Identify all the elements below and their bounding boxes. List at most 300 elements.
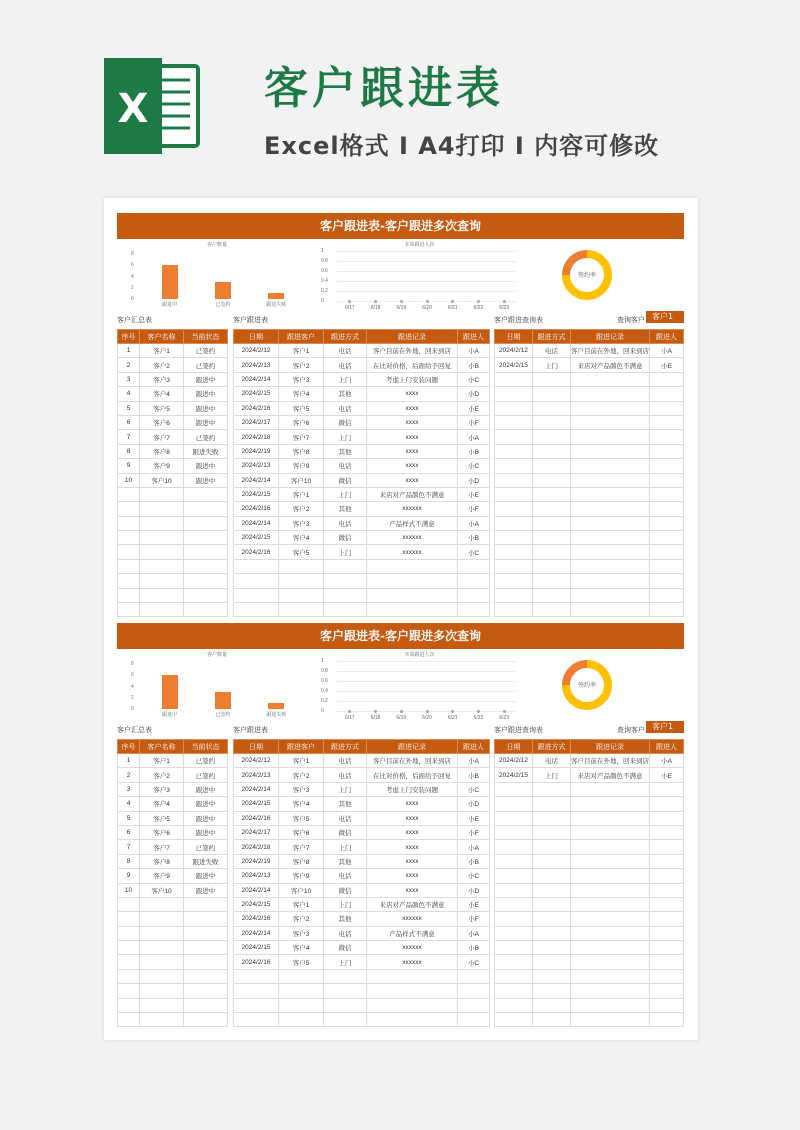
table-cell[interactable]: 小B: [458, 941, 490, 955]
table-cell[interactable]: [324, 588, 367, 602]
table-cell[interactable]: [495, 574, 533, 588]
table-cell[interactable]: 跟进失败: [184, 854, 228, 868]
table-cell[interactable]: 2024/2/16: [234, 545, 279, 559]
table-cell[interactable]: 已签约: [184, 358, 228, 372]
table-cell[interactable]: [650, 1013, 684, 1027]
table-cell[interactable]: 客户3: [279, 372, 324, 386]
table-cell[interactable]: [118, 502, 140, 516]
table-cell[interactable]: 已签约: [184, 754, 228, 768]
table-cell[interactable]: [533, 955, 571, 969]
table-cell[interactable]: 2024/2/17: [234, 415, 279, 429]
table-cell[interactable]: [533, 516, 571, 530]
table-cell[interactable]: [184, 998, 228, 1012]
table-cell[interactable]: 2024/2/15: [234, 487, 279, 501]
table-cell[interactable]: [324, 998, 367, 1012]
table-cell[interactable]: xxxx: [367, 840, 458, 854]
table-cell[interactable]: 电话: [324, 768, 367, 782]
table-cell[interactable]: 小A: [458, 344, 490, 358]
table-cell[interactable]: 4: [118, 797, 140, 811]
table-cell[interactable]: 来店对产品颜色不满意: [571, 768, 650, 782]
table-cell[interactable]: [650, 825, 684, 839]
table-cell[interactable]: 上门: [324, 840, 367, 854]
table-cell[interactable]: [495, 444, 533, 458]
table-cell[interactable]: 客户4: [140, 797, 184, 811]
table-cell[interactable]: [533, 782, 571, 796]
table-cell[interactable]: 已签约: [184, 430, 228, 444]
table-cell[interactable]: [495, 883, 533, 897]
table-cell[interactable]: [184, 955, 228, 969]
table-cell[interactable]: [118, 588, 140, 602]
table-cell[interactable]: 4: [118, 387, 140, 401]
table-cell[interactable]: 小A: [650, 754, 684, 768]
table-cell[interactable]: [495, 372, 533, 386]
table-cell[interactable]: 其他: [324, 797, 367, 811]
table-cell[interactable]: 微信: [324, 531, 367, 545]
table-cell[interactable]: 小C: [458, 955, 490, 969]
table-cell[interactable]: [184, 941, 228, 955]
table-cell[interactable]: [533, 487, 571, 501]
line-point[interactable]: [451, 300, 454, 303]
table-cell[interactable]: [650, 430, 684, 444]
table-cell[interactable]: [495, 811, 533, 825]
table-cell[interactable]: [118, 559, 140, 573]
table-cell[interactable]: 已签约: [184, 344, 228, 358]
table-cell[interactable]: 小D: [458, 473, 490, 487]
table-cell[interactable]: 客户6: [140, 415, 184, 429]
table-cell[interactable]: 小E: [650, 358, 684, 372]
table-cell[interactable]: 6: [118, 825, 140, 839]
table-cell[interactable]: [495, 998, 533, 1012]
table-cell[interactable]: [118, 574, 140, 588]
table-cell[interactable]: [650, 502, 684, 516]
table-cell[interactable]: 客户6: [279, 415, 324, 429]
table-cell[interactable]: [324, 574, 367, 588]
table-cell[interactable]: 客户2: [279, 912, 324, 926]
table-cell[interactable]: 跟进中: [184, 459, 228, 473]
table-cell[interactable]: [650, 401, 684, 415]
line-point[interactable]: [348, 300, 351, 303]
table-cell[interactable]: 电话: [324, 926, 367, 940]
table-cell[interactable]: [533, 430, 571, 444]
table-cell[interactable]: [279, 1013, 324, 1027]
table-cell[interactable]: 客户3: [279, 516, 324, 530]
table-cell[interactable]: 客户10: [140, 473, 184, 487]
table-cell[interactable]: 2024/2/19: [234, 444, 279, 458]
table-cell[interactable]: [495, 559, 533, 573]
table-cell[interactable]: [184, 545, 228, 559]
table-cell[interactable]: [234, 588, 279, 602]
table-cell[interactable]: [650, 969, 684, 983]
table-cell[interactable]: 2: [118, 358, 140, 372]
table-cell[interactable]: 跟进中: [184, 797, 228, 811]
query-customer-input[interactable]: 客户1: [646, 311, 684, 323]
table-cell[interactable]: [650, 854, 684, 868]
table-cell[interactable]: 微信: [324, 825, 367, 839]
bar[interactable]: [268, 293, 284, 299]
query-customer-input[interactable]: 客户1: [646, 721, 684, 733]
line-point[interactable]: [477, 300, 480, 303]
table-cell[interactable]: 2024/2/16: [234, 502, 279, 516]
table-cell[interactable]: 客户8: [279, 854, 324, 868]
table-cell[interactable]: [140, 897, 184, 911]
table-cell[interactable]: [533, 797, 571, 811]
table-cell[interactable]: [650, 459, 684, 473]
table-cell[interactable]: [234, 559, 279, 573]
table-cell[interactable]: [650, 811, 684, 825]
table-cell[interactable]: [571, 941, 650, 955]
table-cell[interactable]: 2024/2/14: [234, 516, 279, 530]
table-cell[interactable]: [118, 926, 140, 940]
table-cell[interactable]: 2024/2/15: [234, 797, 279, 811]
table-cell[interactable]: xxxx: [367, 854, 458, 868]
table-cell[interactable]: 1: [118, 344, 140, 358]
table-cell[interactable]: [184, 603, 228, 617]
table-cell[interactable]: [571, 603, 650, 617]
table-cell[interactable]: [118, 984, 140, 998]
table-cell[interactable]: xxxxxx: [367, 941, 458, 955]
table-cell[interactable]: 跟进中: [184, 473, 228, 487]
table-cell[interactable]: [118, 998, 140, 1012]
table-cell[interactable]: [650, 883, 684, 897]
table-cell[interactable]: 其他: [324, 444, 367, 458]
table-cell[interactable]: [650, 487, 684, 501]
table-cell[interactable]: [279, 984, 324, 998]
table-cell[interactable]: xxxx: [367, 811, 458, 825]
table-cell[interactable]: [234, 1013, 279, 1027]
table-cell[interactable]: 7: [118, 430, 140, 444]
table-cell[interactable]: [495, 487, 533, 501]
table-cell[interactable]: xxxx: [367, 869, 458, 883]
table-cell[interactable]: 客户1: [279, 754, 324, 768]
table-cell[interactable]: 客户1: [279, 897, 324, 911]
table-cell[interactable]: 2024/2/15: [234, 897, 279, 911]
table-cell[interactable]: [184, 897, 228, 911]
table-cell[interactable]: xxxx: [367, 883, 458, 897]
table-cell[interactable]: 6: [118, 415, 140, 429]
table-cell[interactable]: 跟进中: [184, 825, 228, 839]
table-cell[interactable]: xxxx: [367, 415, 458, 429]
table-cell[interactable]: 电话: [324, 401, 367, 415]
table-cell[interactable]: [533, 998, 571, 1012]
table-cell[interactable]: [118, 487, 140, 501]
table-cell[interactable]: [495, 603, 533, 617]
table-cell[interactable]: xxxxxx: [367, 531, 458, 545]
table-cell[interactable]: [533, 372, 571, 386]
table-cell[interactable]: [140, 516, 184, 530]
table-cell[interactable]: 2024/2/15: [234, 531, 279, 545]
table-cell[interactable]: [571, 984, 650, 998]
table-cell[interactable]: 5: [118, 401, 140, 415]
table-cell[interactable]: 微信: [324, 883, 367, 897]
table-cell[interactable]: [650, 782, 684, 796]
table-cell[interactable]: [118, 516, 140, 530]
table-cell[interactable]: [140, 912, 184, 926]
table-cell[interactable]: 2024/2/14: [234, 883, 279, 897]
table-cell[interactable]: [650, 840, 684, 854]
table-cell[interactable]: 跟进中: [184, 782, 228, 796]
table-cell[interactable]: 微信: [324, 941, 367, 955]
table-cell[interactable]: [533, 897, 571, 911]
table-cell[interactable]: [279, 559, 324, 573]
table-cell[interactable]: [367, 998, 458, 1012]
table-cell[interactable]: 客户4: [279, 941, 324, 955]
table-cell[interactable]: 2024/2/16: [234, 912, 279, 926]
table-cell[interactable]: 小B: [458, 531, 490, 545]
table-cell[interactable]: [650, 603, 684, 617]
table-cell[interactable]: [533, 387, 571, 401]
table-cell[interactable]: 客户2: [279, 358, 324, 372]
line-point[interactable]: [503, 300, 506, 303]
table-cell[interactable]: 客户2: [279, 768, 324, 782]
table-cell[interactable]: [650, 531, 684, 545]
table-cell[interactable]: xxxxxx: [367, 502, 458, 516]
bar[interactable]: [215, 282, 231, 299]
table-cell[interactable]: xxxx: [367, 387, 458, 401]
table-cell[interactable]: xxxx: [367, 825, 458, 839]
table-cell[interactable]: [184, 574, 228, 588]
table-cell[interactable]: [324, 559, 367, 573]
table-cell[interactable]: [533, 825, 571, 839]
table-cell[interactable]: [571, 516, 650, 530]
table-cell[interactable]: 2024/2/16: [234, 401, 279, 415]
line-point[interactable]: [426, 300, 429, 303]
table-cell[interactable]: 其他: [324, 502, 367, 516]
table-cell[interactable]: 2024/2/13: [234, 869, 279, 883]
table-cell[interactable]: [571, 840, 650, 854]
table-cell[interactable]: 客户目前在外地，回来到店: [367, 754, 458, 768]
table-cell[interactable]: 考虑上门安装问题: [367, 782, 458, 796]
table-cell[interactable]: [495, 401, 533, 415]
table-cell[interactable]: xxxxxx: [367, 912, 458, 926]
table-cell[interactable]: [571, 854, 650, 868]
table-cell[interactable]: [533, 502, 571, 516]
table-cell[interactable]: [184, 1013, 228, 1027]
table-cell[interactable]: xxxx: [367, 401, 458, 415]
table-cell[interactable]: [279, 969, 324, 983]
table-cell[interactable]: 已签约: [184, 768, 228, 782]
table-cell[interactable]: 9: [118, 459, 140, 473]
table-cell[interactable]: [367, 559, 458, 573]
table-cell[interactable]: 客户3: [279, 926, 324, 940]
table-cell[interactable]: [184, 487, 228, 501]
bar[interactable]: [268, 703, 284, 709]
table-cell[interactable]: 客户6: [140, 825, 184, 839]
table-cell[interactable]: 2024/2/16: [234, 955, 279, 969]
table-cell[interactable]: 跟进中: [184, 387, 228, 401]
table-cell[interactable]: [495, 415, 533, 429]
table-cell[interactable]: [495, 825, 533, 839]
table-cell[interactable]: [533, 444, 571, 458]
table-cell[interactable]: 客户8: [140, 444, 184, 458]
table-cell[interactable]: [533, 473, 571, 487]
table-cell[interactable]: [495, 502, 533, 516]
table-cell[interactable]: [495, 430, 533, 444]
table-cell[interactable]: 客户1: [279, 487, 324, 501]
table-cell[interactable]: 微信: [324, 415, 367, 429]
table-cell[interactable]: [118, 955, 140, 969]
table-cell[interactable]: 客户2: [140, 768, 184, 782]
table-cell[interactable]: 上门: [324, 545, 367, 559]
table-cell[interactable]: 小A: [458, 926, 490, 940]
table-cell[interactable]: [650, 559, 684, 573]
table-cell[interactable]: [533, 969, 571, 983]
table-cell[interactable]: [650, 912, 684, 926]
table-cell[interactable]: [571, 825, 650, 839]
table-cell[interactable]: [533, 531, 571, 545]
table-cell[interactable]: [571, 459, 650, 473]
table-cell[interactable]: 上门: [324, 487, 367, 501]
table-cell[interactable]: 上门: [533, 358, 571, 372]
table-cell[interactable]: 微信: [324, 473, 367, 487]
table-cell[interactable]: [495, 797, 533, 811]
table-cell[interactable]: [458, 969, 490, 983]
table-cell[interactable]: [279, 998, 324, 1012]
table-cell[interactable]: 小A: [458, 840, 490, 854]
table-cell[interactable]: 2024/2/14: [234, 782, 279, 796]
table-cell[interactable]: 跟进中: [184, 372, 228, 386]
table-cell[interactable]: 客户5: [279, 401, 324, 415]
table-cell[interactable]: [533, 574, 571, 588]
table-cell[interactable]: [367, 574, 458, 588]
table-cell[interactable]: [184, 912, 228, 926]
table-cell[interactable]: 小C: [458, 869, 490, 883]
table-cell[interactable]: xxxx: [367, 444, 458, 458]
table-cell[interactable]: [533, 603, 571, 617]
table-cell[interactable]: [533, 415, 571, 429]
table-cell[interactable]: 客户5: [279, 545, 324, 559]
table-cell[interactable]: 其他: [324, 912, 367, 926]
table-cell[interactable]: [571, 559, 650, 573]
table-cell[interactable]: 电话: [324, 344, 367, 358]
table-cell[interactable]: 其他: [324, 854, 367, 868]
table-cell[interactable]: [571, 1013, 650, 1027]
table-cell[interactable]: 客户5: [279, 811, 324, 825]
table-cell[interactable]: 客户4: [279, 387, 324, 401]
table-cell[interactable]: [650, 797, 684, 811]
table-cell[interactable]: 2024/2/18: [234, 840, 279, 854]
table-cell[interactable]: 其他: [324, 387, 367, 401]
table-cell[interactable]: [495, 516, 533, 530]
table-cell[interactable]: [533, 883, 571, 897]
table-cell[interactable]: [571, 502, 650, 516]
table-cell[interactable]: 在比对价格，后面给予回复: [367, 768, 458, 782]
table-cell[interactable]: 2024/2/13: [234, 459, 279, 473]
table-cell[interactable]: 客户7: [279, 430, 324, 444]
table-cell[interactable]: 客户1: [140, 344, 184, 358]
table-cell[interactable]: 上门: [324, 955, 367, 969]
table-cell[interactable]: [234, 969, 279, 983]
table-cell[interactable]: 客户1: [279, 344, 324, 358]
table-cell[interactable]: [458, 559, 490, 573]
table-cell[interactable]: 3: [118, 782, 140, 796]
table-cell[interactable]: 客户4: [279, 797, 324, 811]
table-cell[interactable]: 2024/2/12: [495, 344, 533, 358]
table-cell[interactable]: [571, 797, 650, 811]
table-cell[interactable]: [650, 574, 684, 588]
table-cell[interactable]: [533, 941, 571, 955]
table-cell[interactable]: 上门: [324, 897, 367, 911]
table-cell[interactable]: 小E: [650, 768, 684, 782]
table-cell[interactable]: 产品样式不满意: [367, 516, 458, 530]
table-cell[interactable]: [140, 588, 184, 602]
table-cell[interactable]: 小C: [458, 782, 490, 796]
table-cell[interactable]: [533, 869, 571, 883]
table-cell[interactable]: 3: [118, 372, 140, 386]
table-cell[interactable]: 小F: [458, 912, 490, 926]
table-cell[interactable]: 客户5: [140, 401, 184, 415]
table-cell[interactable]: [533, 984, 571, 998]
table-cell[interactable]: 客户9: [140, 459, 184, 473]
table-cell[interactable]: [571, 415, 650, 429]
table-cell[interactable]: 在比对价格，后面给予回复: [367, 358, 458, 372]
table-cell[interactable]: 客户5: [279, 955, 324, 969]
table-cell[interactable]: [367, 969, 458, 983]
table-cell[interactable]: [571, 531, 650, 545]
table-cell[interactable]: [650, 415, 684, 429]
table-cell[interactable]: 跟进中: [184, 869, 228, 883]
table-cell[interactable]: [571, 811, 650, 825]
table-cell[interactable]: 小B: [458, 358, 490, 372]
table-cell[interactable]: [118, 531, 140, 545]
table-cell[interactable]: [495, 897, 533, 911]
table-cell[interactable]: 2024/2/15: [495, 768, 533, 782]
table-cell[interactable]: 客户10: [279, 473, 324, 487]
table-cell[interactable]: 客户9: [140, 869, 184, 883]
bar[interactable]: [162, 265, 178, 299]
table-cell[interactable]: [324, 1013, 367, 1027]
table-cell[interactable]: 客户3: [279, 782, 324, 796]
table-cell[interactable]: [495, 531, 533, 545]
table-cell[interactable]: [571, 588, 650, 602]
table-cell[interactable]: [495, 854, 533, 868]
table-cell[interactable]: [495, 912, 533, 926]
table-cell[interactable]: [140, 531, 184, 545]
table-cell[interactable]: [533, 926, 571, 940]
table-cell[interactable]: 客户2: [279, 502, 324, 516]
table-cell[interactable]: [367, 603, 458, 617]
table-cell[interactable]: 客户3: [140, 782, 184, 796]
table-cell[interactable]: xxxx: [367, 430, 458, 444]
table-cell[interactable]: [140, 941, 184, 955]
table-cell[interactable]: [140, 545, 184, 559]
table-cell[interactable]: 客户9: [279, 459, 324, 473]
table-cell[interactable]: [495, 941, 533, 955]
table-cell[interactable]: [118, 941, 140, 955]
table-cell[interactable]: [571, 387, 650, 401]
table-cell[interactable]: [533, 1013, 571, 1027]
table-cell[interactable]: [571, 998, 650, 1012]
table-cell[interactable]: [650, 869, 684, 883]
table-cell[interactable]: 客户7: [140, 430, 184, 444]
table-cell[interactable]: 2024/2/17: [234, 825, 279, 839]
table-cell[interactable]: [495, 545, 533, 559]
line-point[interactable]: [400, 300, 403, 303]
table-cell[interactable]: 2024/2/15: [234, 941, 279, 955]
table-cell[interactable]: 上门: [533, 768, 571, 782]
line-point[interactable]: [374, 710, 377, 713]
table-cell[interactable]: [234, 603, 279, 617]
table-cell[interactable]: [184, 969, 228, 983]
bar[interactable]: [215, 692, 231, 709]
table-cell[interactable]: [495, 869, 533, 883]
table-cell[interactable]: 客户目前在外地，回来到店: [367, 344, 458, 358]
table-cell[interactable]: [140, 574, 184, 588]
table-cell[interactable]: xxxx: [367, 459, 458, 473]
line-point[interactable]: [477, 710, 480, 713]
table-cell[interactable]: [140, 559, 184, 573]
line-point[interactable]: [451, 710, 454, 713]
table-cell[interactable]: [533, 401, 571, 415]
